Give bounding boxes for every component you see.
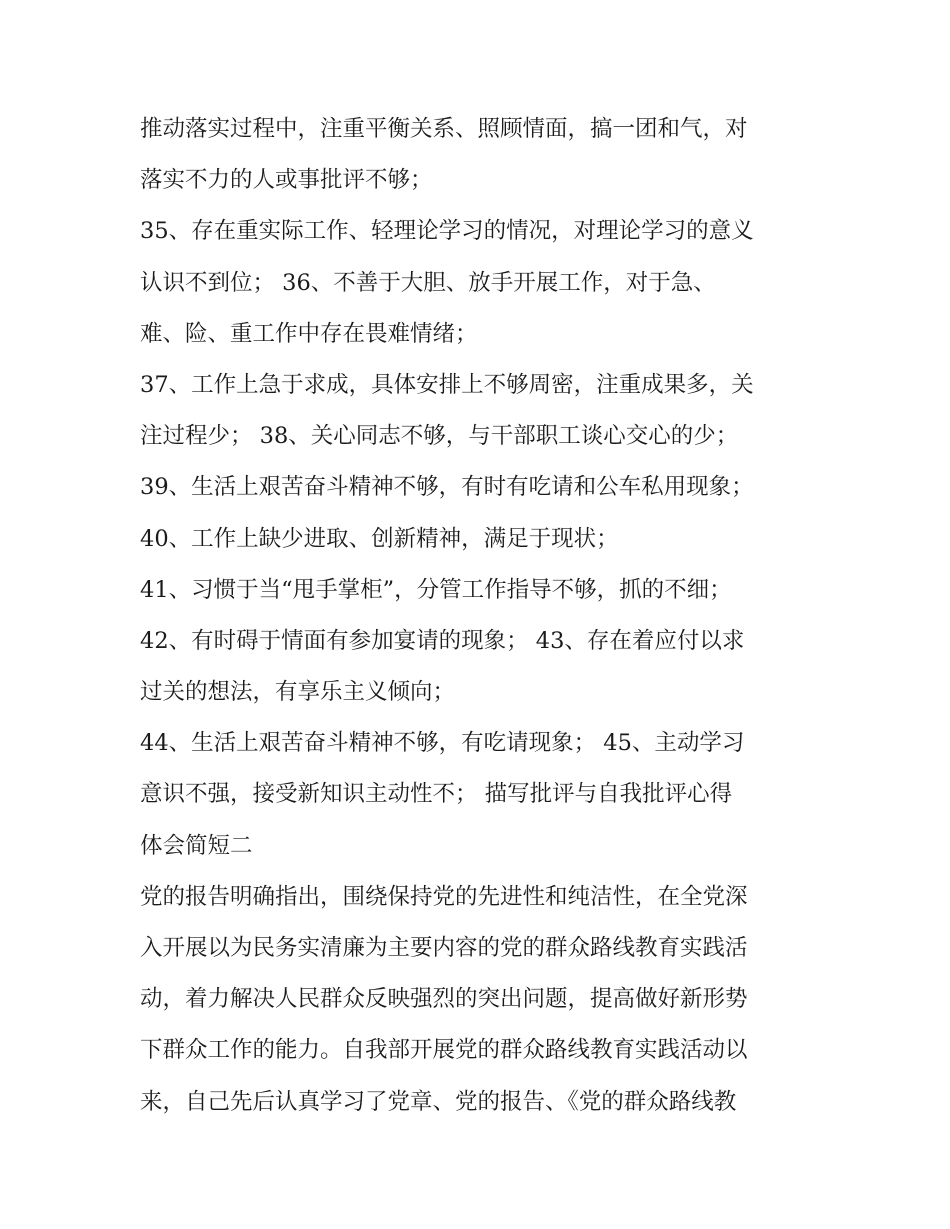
text-line: 下群众工作的能力。自我部开展党的群众路线教育实践活动以 <box>140 1037 748 1064</box>
text-line: 37、工作上急于求成，具体安排上不够周密，注重成果多，关 <box>140 371 754 398</box>
text-line: 44、生活上艰苦奋斗精神不够，有吃请现象； 45、主动学习 <box>140 730 745 757</box>
text-line: 35、存在重实际工作、轻理论学习的情况，对理论学习的意义 <box>140 218 754 245</box>
text-line: 难、险、重工作中存在畏难情绪； <box>140 320 478 347</box>
text-line: 40、工作上缺少进取、创新精神，满足于现状； <box>140 525 619 552</box>
text-line: 推动落实过程中，注重平衡关系、照顾情面，搞一团和气，对 <box>140 116 748 142</box>
text-line: 41、习惯于当“甩手掌柜”，分管工作指导不够，抓的不细； <box>140 576 732 603</box>
text-line: 动，着力解决人民群众反映强烈的突出问题，提高做好新形势 <box>140 986 748 1013</box>
text-line: 意识不强，接受新知识主动性不； 描写批评与自我批评心得 <box>140 781 733 808</box>
text-line: 注过程少； 38、关心同志不够，与干部职工谈心交心的少； <box>140 423 739 450</box>
text-line: 体会简短二 <box>140 832 253 859</box>
text-line: 落实不力的人或事批评不够； <box>140 167 433 194</box>
text-line: 党的报告明确指出，围绕保持党的先进性和纯洁性，在全党深 <box>140 883 748 910</box>
document-body <box>140 104 820 1128</box>
text-line: 过关的想法，有享乐主义倾向； <box>140 679 456 706</box>
text-line: 42、有时碍于情面有参加宴请的现象； 43、存在着应付以求 <box>140 627 745 654</box>
text-line: 39、生活上艰苦奋斗精神不够，有时有吃请和公车私用现象； <box>140 474 754 501</box>
text-line: 入开展以为民务实清廉为主要内容的党的群众路线教育实践活 <box>140 935 748 961</box>
text-line: 来，自己先后认真学习了党章、党的报告、《党的群众路线教 <box>140 1088 737 1115</box>
text-line: 认识不到位； 36、不善于大胆、放手开展工作，对于急、 <box>140 269 716 296</box>
